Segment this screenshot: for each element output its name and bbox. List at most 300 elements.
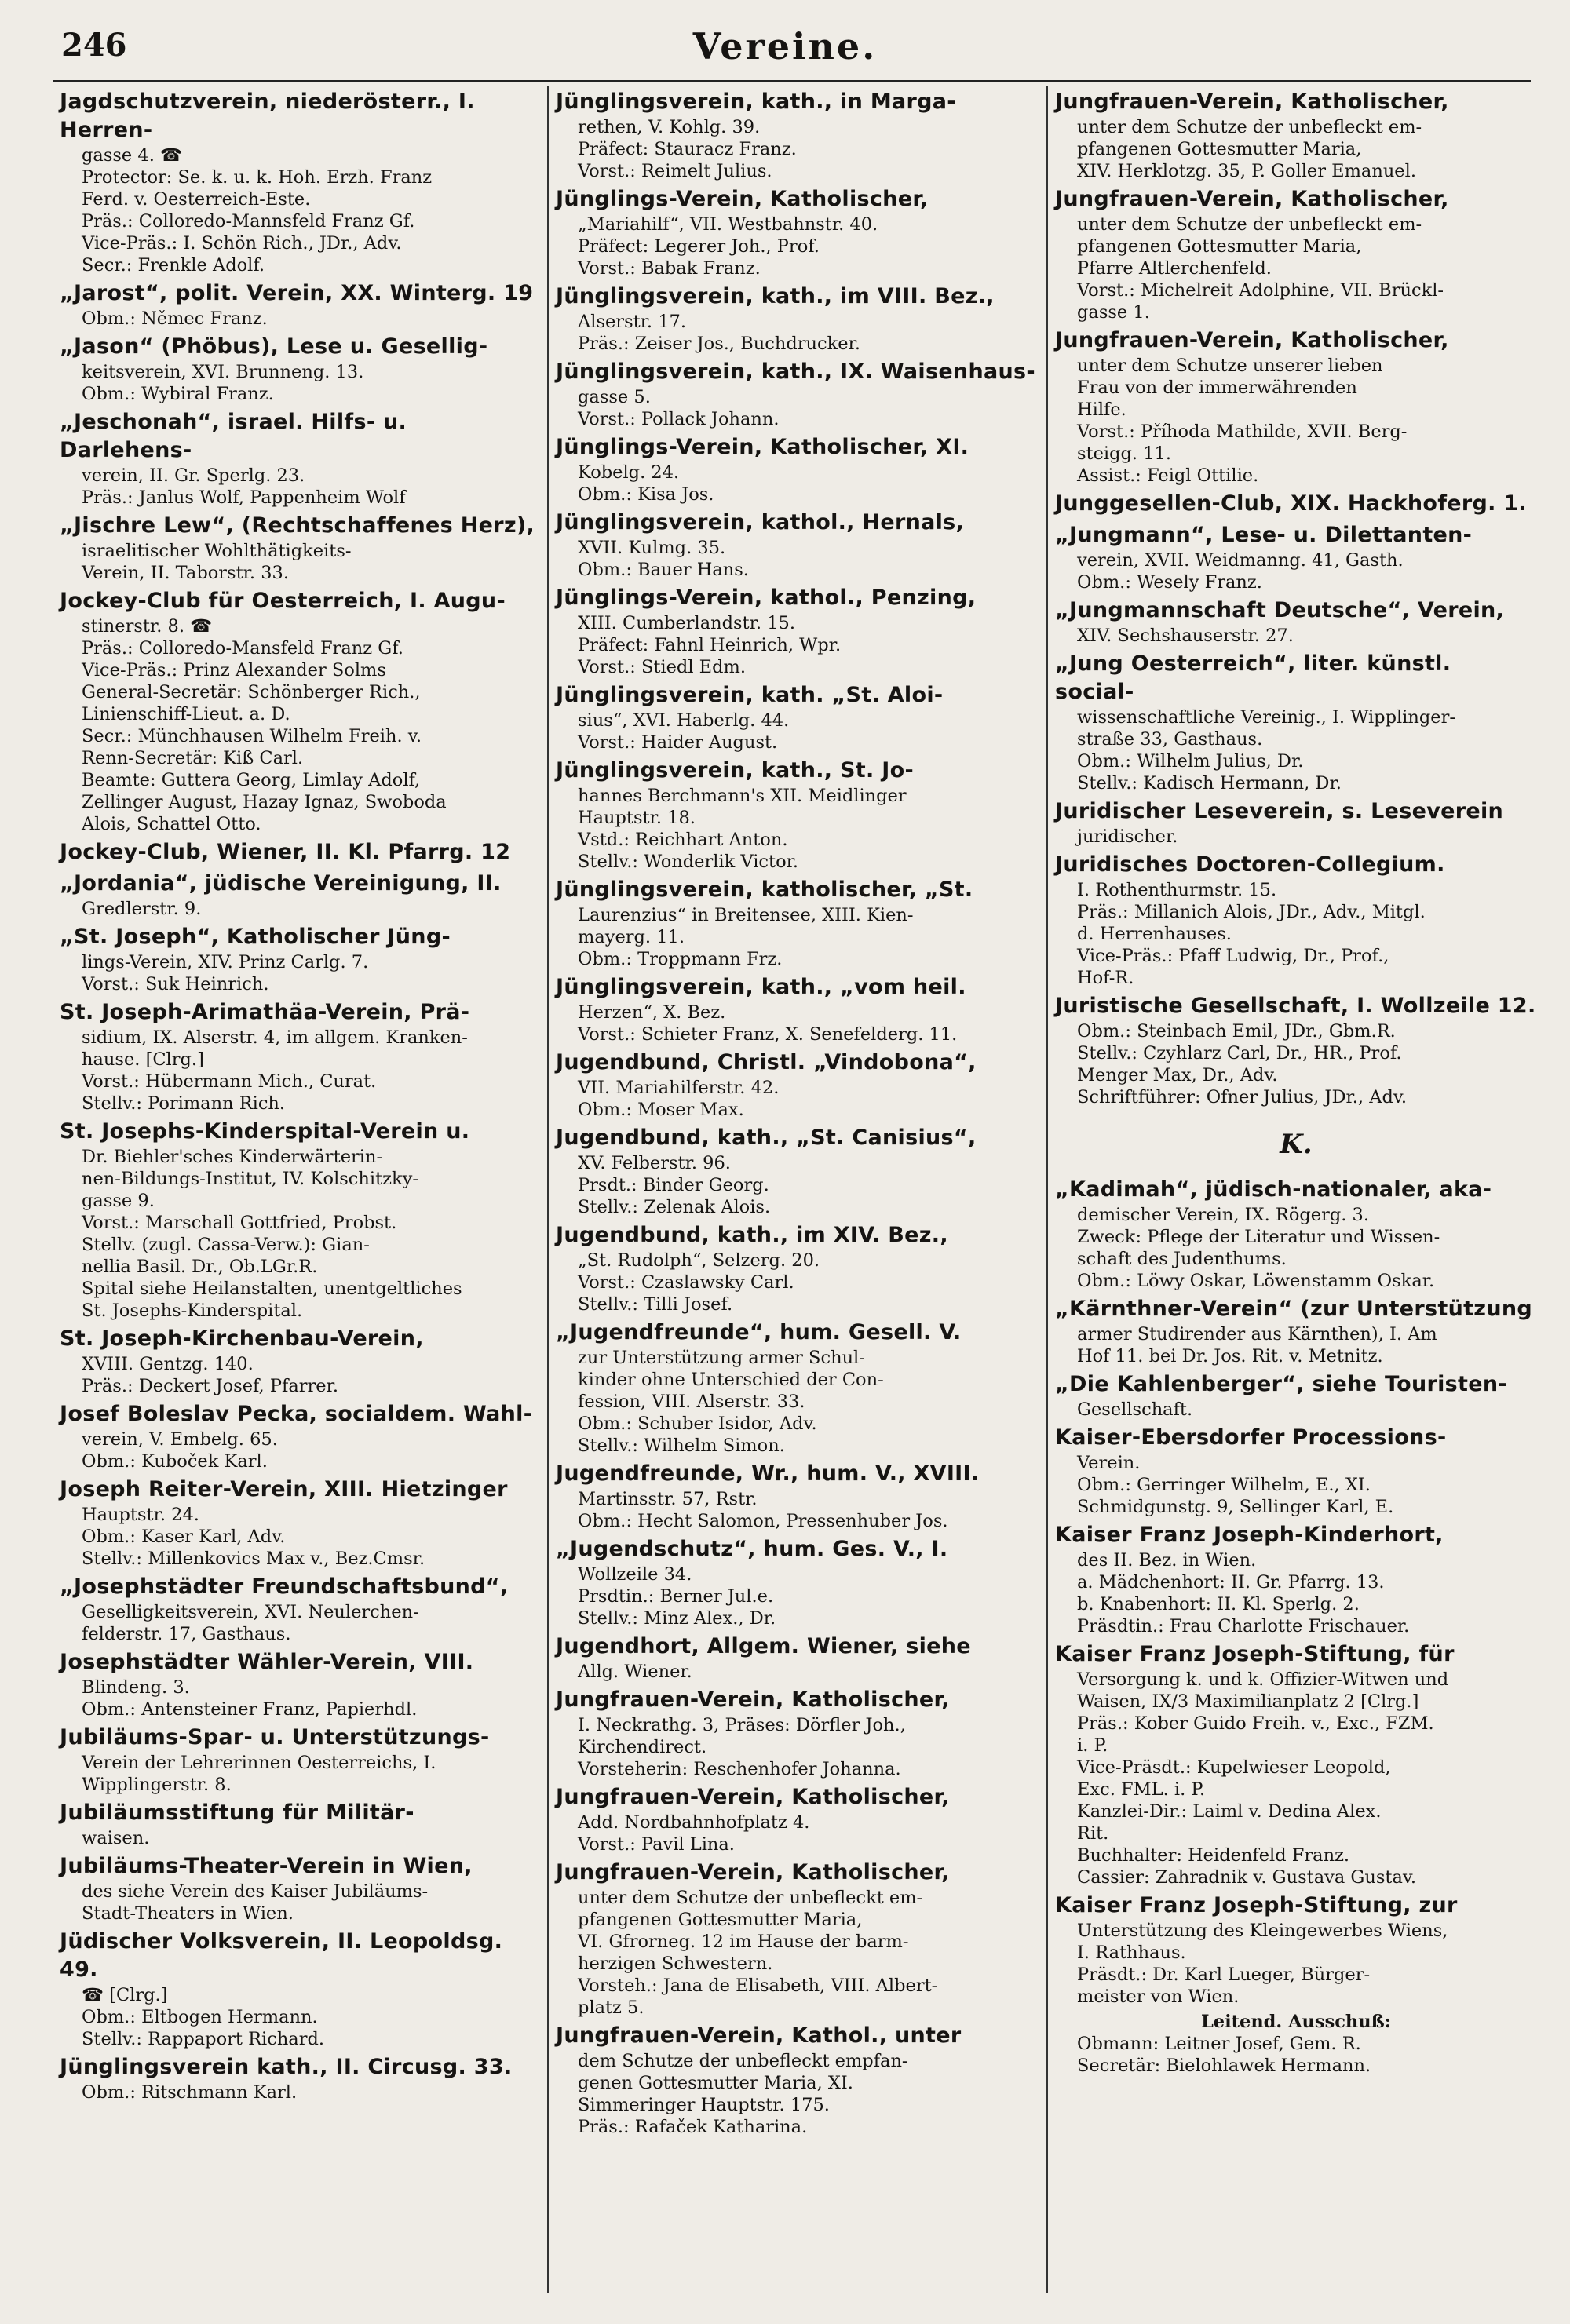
- entry-detail-line: kinder ohne Unterschied der Con-: [578, 1370, 884, 1390]
- directory-entry: [556, 973, 1038, 1045]
- entry-heading: „Jarost“, polit. Verein, XX. Winterg. 19: [60, 281, 534, 305]
- entry-detail-line: Obm.: Troppmann Frz.: [578, 949, 783, 969]
- column-divider: [1046, 86, 1048, 2293]
- entry-heading: Juridischer Leseverein, s. Leseverein: [1055, 799, 1504, 823]
- entry-heading: Jugendhort, Allgem. Wiener, siehe: [556, 1634, 971, 1658]
- directory-entry: [60, 408, 539, 509]
- column-divider: [547, 86, 549, 2293]
- entry-detail-line: Versorgung k. und k. Offizier-Witwen und: [1077, 1669, 1449, 1690]
- entry-detail-line: Obm.: Moser Max.: [578, 1100, 744, 1120]
- entry-detail-line: demischer Verein, IX. Rögerg. 3.: [1077, 1205, 1370, 1225]
- entry-detail-line: Vorst.: Marschall Gottfried, Probst.: [82, 1213, 397, 1233]
- directory-entry: [60, 998, 539, 1115]
- directory-entry: [60, 1724, 539, 1796]
- entry-heading: Joseph Reiter-Verein, XIII. Hietzinger: [60, 1477, 508, 1501]
- directory-entry: [60, 1325, 539, 1397]
- entry-heading: Jungfrauen-Verein, Katholischer,: [556, 1860, 950, 1884]
- directory-entry: [60, 923, 539, 995]
- entry-detail-line: Dr. Biehler'sches Kinderwärterin-: [82, 1147, 383, 1167]
- entry-detail-line: Vorst.: Schieter Franz, X. Senefelderg. 11.: [578, 1024, 958, 1045]
- entry-detail-line: Allg. Wiener.: [578, 1662, 692, 1682]
- entry-detail-line: meister von Wien.: [1077, 1987, 1240, 2007]
- entry-detail-line: Secr.: Münchhausen Wilhelm Freih. v.: [82, 726, 422, 746]
- entry-detail-line: Vorst.: Czaslawsky Carl.: [578, 1272, 794, 1293]
- directory-entry: [556, 1460, 1038, 1532]
- entry-detail-line: hause. [Clrg.]: [82, 1049, 204, 1070]
- entry-detail-line: verein, V. Embelg. 65.: [82, 1429, 278, 1450]
- entry-detail-line: fession, VIII. Alserstr. 33.: [578, 1392, 805, 1412]
- entry-detail-line: Hof-R.: [1077, 968, 1134, 988]
- entry-detail-line: Obm.: Gerringer Wilhelm, E., XI.: [1077, 1475, 1371, 1495]
- header-rule: [53, 80, 1531, 82]
- entry-heading: Jünglingsverein, kathol., Hernals,: [556, 510, 965, 534]
- directory-entry: [60, 870, 539, 920]
- entry-detail-line: Linienschiff-Lieut. a. D.: [82, 704, 290, 724]
- entry-detail-line: keitsverein, XVI. Brunneng. 13.: [82, 362, 364, 382]
- entry-detail-line: Verein der Lehrerinnen Oesterreichs, I.: [82, 1753, 436, 1773]
- directory-entry: [556, 2022, 1038, 2138]
- entry-detail-line: platz 5.: [578, 1997, 644, 2018]
- directory-entry: [1055, 1176, 1537, 1292]
- entry-detail-line: Stellv.: Kadisch Hermann, Dr.: [1077, 773, 1342, 794]
- directory-entry: [556, 433, 1038, 505]
- subheading: Leitend. Ausschuß:: [1200, 2012, 1392, 2032]
- directory-entry: [60, 279, 539, 330]
- entry-detail-line: verein, II. Gr. Sperlg. 23.: [82, 465, 305, 486]
- entry-heading: „Jungmann“, Lese- u. Dilettanten-: [1055, 523, 1473, 547]
- entry-detail-line: Präs.: Rafaček Katharina.: [578, 2117, 808, 2137]
- directory-entry: [556, 509, 1038, 581]
- entry-detail-line: zur Unterstützung armer Schul-: [578, 1348, 865, 1368]
- entry-detail-line: Präs.: Janlus Wolf, Pappenheim Wolf: [82, 487, 406, 508]
- directory-entry: [1055, 327, 1537, 487]
- entry-detail-line: Secretär: Bielohlawek Hermann.: [1077, 2056, 1371, 2076]
- directory-entry: [1055, 88, 1537, 182]
- entry-detail-line: nellia Basil. Dr., Ob.LGr.R.: [82, 1257, 318, 1277]
- entry-detail-line: Stadt-Theaters in Wien.: [82, 1903, 294, 1924]
- entry-detail-line: Präsdt.: Dr. Karl Lueger, Bürger-: [1077, 1965, 1371, 1985]
- entry-heading: „Jugendschutz“, hum. Ges. V., I.: [556, 1537, 948, 1561]
- entry-detail-line: unter dem Schutze der unbefleckt em-: [578, 1888, 923, 1908]
- entry-detail-line: Obm.: Schuber Isidor, Adv.: [578, 1414, 817, 1434]
- entry-detail-line: Obm.: Bauer Hans.: [578, 560, 749, 580]
- entry-detail-line: Vorst.: Stiedl Edm.: [578, 657, 746, 677]
- entry-detail-line: Hauptstr. 24.: [82, 1505, 199, 1525]
- entry-heading: „Jordania“, jüdische Vereinigung, II.: [60, 871, 502, 896]
- entry-heading: Jünglingsverein, kath. „St. Aloi-: [556, 683, 944, 707]
- section-heading: K.: [1280, 1129, 1313, 1160]
- entry-heading: Juristische Gesellschaft, I. Wollzeile 12.: [1055, 994, 1536, 1018]
- entry-detail-line: Vice-Präsdt.: Kupelwieser Leopold,: [1077, 1757, 1391, 1778]
- directory-entry: [60, 1400, 539, 1472]
- directory-entry: [1055, 1424, 1537, 1518]
- entry-heading: „Jung Oesterreich“, liter. künstl. social-: [1055, 651, 1451, 704]
- entry-detail-line: Hof 11. bei Dr. Jos. Rit. v. Metnitz.: [1077, 1346, 1383, 1366]
- entry-detail-line: Obm.: Antensteiner Franz, Papierhdl.: [82, 1699, 418, 1720]
- entry-detail-line: juridischer.: [1077, 826, 1178, 847]
- entry-detail-line: Präs.: Zeiser Jos., Buchdrucker.: [578, 334, 860, 354]
- entry-detail-line: genen Gottesmutter Maria, XI.: [578, 2073, 853, 2093]
- entry-detail-line: a. Mädchenhort: II. Gr. Pfarrg. 13.: [1077, 1572, 1385, 1593]
- entry-detail-line: felderstr. 17, Gasthaus.: [82, 1624, 291, 1644]
- entry-detail-line: XV. Felberstr. 96.: [578, 1153, 731, 1173]
- entry-detail-line: Renn-Secretär: Kiß Carl.: [82, 748, 304, 768]
- entry-detail-line: XIV. Sechshauserstr. 27.: [1077, 626, 1294, 646]
- entry-detail-line: Exc. FML. i. P.: [1077, 1779, 1206, 1800]
- directory-entry: [556, 88, 1038, 182]
- directory-entry: [556, 1319, 1038, 1457]
- entry-heading: Jugendbund, kath., „St. Canisius“,: [556, 1126, 977, 1150]
- entry-detail-line: Vstd.: Reichhart Anton.: [578, 830, 788, 850]
- entry-detail-line: Vice-Präs.: Pfaff Ludwig, Dr., Prof.,: [1077, 946, 1389, 966]
- entry-detail-line: Präs.: Millanich Alois, JDr., Adv., Mitgl.: [1077, 902, 1426, 922]
- entry-detail-line: schaft des Judenthums.: [1077, 1249, 1287, 1269]
- entry-heading: „Jugendfreunde“, hum. Gesell. V.: [556, 1320, 962, 1344]
- entry-heading: Jugendfreunde, Wr., hum. V., XVIII.: [556, 1461, 980, 1486]
- entry-detail-line: Obm.: Kuboček Karl.: [82, 1451, 268, 1472]
- entry-heading: Josephstädter Wähler-Verein, VIII.: [60, 1650, 474, 1674]
- entry-detail-line: I. Rothenthurmstr. 15.: [1077, 880, 1277, 900]
- entry-detail-line: Vorst.: Reimelt Julius.: [578, 161, 772, 181]
- entry-detail-line: lings-Verein, XIV. Prinz Carlg. 7.: [82, 952, 369, 972]
- entry-detail-line: Herzen“, X. Bez.: [578, 1002, 726, 1023]
- entry-heading: Jungfrauen-Verein, Katholischer,: [1055, 328, 1449, 352]
- entry-detail-line: VII. Mariahilferstr. 42.: [578, 1078, 780, 1098]
- directory-entry: [60, 88, 539, 276]
- entry-detail-line: Vorst.: Haider August.: [578, 732, 778, 753]
- entry-detail-line: Geselligkeitsverein, XVI. Neulerchen-: [82, 1602, 419, 1622]
- entry-detail-line: Rit.: [1077, 1823, 1109, 1844]
- entry-detail-line: pfangenen Gottesmutter Maria,: [578, 1910, 863, 1930]
- directory-entry: [556, 876, 1038, 970]
- entry-heading: Jungfrauen-Verein, Katholischer,: [556, 1687, 950, 1712]
- entry-detail-line: Stellv.: Millenkovics Max v., Bez.Cmsr.: [82, 1549, 425, 1569]
- entry-detail-line: Beamte: Guttera Georg, Limlay Adolf,: [82, 770, 421, 790]
- entry-detail-line: Protector: Se. k. u. k. Hoh. Erzh. Franz: [82, 167, 433, 188]
- entry-detail-line: Unterstützung des Kleingewerbes Wiens,: [1077, 1921, 1448, 1941]
- directory-entry: [556, 1686, 1038, 1780]
- directory-entry: [556, 358, 1038, 430]
- entry-detail-line: Obm.: Němec Franz.: [82, 308, 268, 329]
- entry-detail-line: Ferd. v. Oesterreich-Este.: [82, 189, 311, 210]
- entry-heading: Josef Boleslav Pecka, socialdem. Wahl-: [60, 1402, 533, 1426]
- directory-entry: [1055, 1370, 1537, 1421]
- entry-detail-line: Alserstr. 17.: [578, 312, 687, 332]
- directory-entry: [556, 1783, 1038, 1855]
- directory-entry: [60, 838, 539, 866]
- entry-detail-line: Gesellschaft.: [1077, 1399, 1193, 1420]
- entry-heading: „Kärnthner-Verein“ (zur Unterstützung: [1055, 1297, 1532, 1321]
- entry-heading: Jugendbund, kath., im XIV. Bez.,: [556, 1223, 948, 1247]
- entry-detail-line: Präsdtin.: Frau Charlotte Frischauer.: [1077, 1616, 1410, 1636]
- entry-detail-line: b. Knabenhort: II. Kl. Sperlg. 2.: [1077, 1594, 1360, 1614]
- entry-detail-line: Menger Max, Dr., Adv.: [1077, 1065, 1278, 1085]
- entry-detail-line: Buchhalter: Heidenfeld Franz.: [1077, 1845, 1350, 1866]
- entry-heading: Kaiser-Ebersdorfer Processions-: [1055, 1425, 1447, 1450]
- directory-entry: [556, 1049, 1038, 1121]
- entry-heading: Juridisches Doctoren-Collegium.: [1055, 852, 1445, 877]
- entry-detail-line: gasse 9.: [82, 1191, 155, 1211]
- directory-entry: [1055, 650, 1537, 794]
- entry-detail-line: General-Secretär: Schönberger Rich.,: [82, 682, 421, 702]
- entry-detail-line: Verein.: [1077, 1453, 1141, 1473]
- entry-detail-line: I. Neckrathg. 3, Präses: Dörfler Joh.,: [578, 1715, 906, 1735]
- entry-detail-line: mayerg. 11.: [578, 927, 685, 947]
- entry-heading: Jünglingsverein, kath., „vom heil.: [556, 975, 966, 999]
- entry-detail-line: sius“, XVI. Haberlg. 44.: [578, 710, 790, 731]
- entry-heading: Jungfrauen-Verein, Katholischer,: [556, 1785, 950, 1809]
- directory-entry: [1055, 992, 1537, 1108]
- entry-detail-line: „Mariahilf“, VII. Westbahnstr. 40.: [578, 214, 878, 235]
- entry-heading: Jockey-Club, Wiener, II. Kl. Pfarrg. 12: [60, 840, 511, 864]
- entry-detail-line: St. Josephs-Kinderspital.: [82, 1301, 303, 1321]
- entry-detail-line: Obmann: Leitner Josef, Gem. R.: [1077, 2034, 1361, 2054]
- entry-heading: Junggesellen-Club, XIX. Hackhoferg. 1.: [1055, 491, 1528, 516]
- entry-detail-line: Vorst.: Hübermann Mich., Curat.: [82, 1071, 377, 1092]
- entry-heading: Jubiläums-Spar- u. Unterstützungs-: [60, 1725, 490, 1749]
- entry-detail-line: Vice-Präs.: I. Schön Rich., JDr., Adv.: [82, 233, 402, 254]
- entry-detail-line: unter dem Schutze der unbefleckt em-: [1077, 214, 1422, 235]
- entry-detail-line: Obm.: Steinbach Emil, JDr., Gbm.R.: [1077, 1021, 1396, 1042]
- directory-entry: [556, 1124, 1038, 1218]
- entry-detail-line: Add. Nordbahnhofplatz 4.: [578, 1812, 810, 1833]
- entry-heading: Kaiser Franz Joseph-Stiftung, zur: [1055, 1893, 1458, 1917]
- entry-detail-line: nen-Bildungs-Institut, IV. Kolschitzky-: [82, 1169, 418, 1189]
- directory-entry: [556, 283, 1038, 355]
- entry-heading: Jünglings-Verein, Katholischer,: [556, 187, 929, 211]
- entry-detail-line: gasse 1.: [1077, 302, 1150, 323]
- entry-heading: Jüdischer Volksverein, II. Leopoldsg. 49.: [60, 1929, 503, 1982]
- entry-detail-line: Stellv.: Zelenak Alois.: [578, 1197, 771, 1217]
- entry-detail-line: Präs.: Deckert Josef, Pfarrer.: [82, 1376, 338, 1396]
- directory-entry: [60, 2053, 539, 2103]
- entry-detail-line: waisen.: [82, 1828, 150, 1848]
- column-right: [1049, 88, 1543, 2300]
- entry-detail-line: Schmidgunstg. 9, Sellinger Karl, E.: [1077, 1497, 1394, 1517]
- entry-detail-line: I. Rathhaus.: [1077, 1943, 1186, 1963]
- entry-detail-line: Kobelg. 24.: [578, 462, 680, 483]
- entry-detail-line: Stellv.: Minz Alex., Dr.: [578, 1608, 776, 1629]
- directory-entry: [1055, 1295, 1537, 1367]
- directory-entry: [1055, 2033, 1537, 2077]
- entry-detail-line: Gredlerstr. 9.: [82, 899, 202, 919]
- entry-heading: St. Joseph-Arimathäa-Verein, Prä-: [60, 1000, 470, 1024]
- directory-entry: [556, 681, 1038, 753]
- entry-detail-line: Vorst.: Příhoda Mathilde, XVII. Berg-: [1077, 421, 1408, 442]
- entry-heading: Jünglingsverein, kath., im VIII. Bez.,: [556, 284, 995, 308]
- entry-detail-line: Präfect: Stauracz Franz.: [578, 139, 797, 159]
- entry-detail-line: Obm.: Hecht Salomon, Pressenhuber Jos.: [578, 1511, 948, 1531]
- entry-detail-line: sidium, IX. Alserstr. 4, im allgem. Kranken-: [82, 1027, 468, 1048]
- entry-heading: Jungfrauen-Verein, Katholischer,: [1055, 89, 1449, 114]
- entry-detail-line: stinerstr. 8. ☎: [82, 616, 213, 637]
- entry-detail-line: XIII. Cumberlandstr. 15.: [578, 613, 795, 633]
- entry-heading: Jungfrauen-Verein, Katholischer,: [1055, 187, 1449, 211]
- entry-detail-line: Laurenzius“ in Breitensee, XIII. Kien-: [578, 905, 914, 925]
- entry-detail-line: Obm.: Ritschmann Karl.: [82, 2082, 298, 2103]
- entry-heading: Jünglings-Verein, Katholischer, XI.: [556, 435, 969, 459]
- entry-heading: Jagdschutzverein, niederösterr., I. Herren-: [60, 89, 475, 142]
- entry-detail-line: des siehe Verein des Kaiser Jubiläums-: [82, 1881, 429, 1902]
- entry-detail-line: Vorst.: Michelreit Adolphine, VII. Brückl-: [1077, 280, 1444, 301]
- page-header-title: Vereine.: [692, 25, 878, 67]
- entry-heading: Jünglingsverein kath., II. Circusg. 33.: [60, 2055, 513, 2079]
- entry-detail-line: i. P.: [1077, 1735, 1108, 1756]
- directory-entry: [60, 1928, 539, 2050]
- entry-heading: „Josephstädter Freundschaftsbund“,: [60, 1574, 509, 1599]
- entry-detail-line: Prsdt.: Binder Georg.: [578, 1175, 769, 1195]
- entry-detail-line: Hauptstr. 18.: [578, 808, 696, 828]
- entry-detail-line: Stellv.: Wilhelm Simon.: [578, 1436, 785, 1456]
- entry-detail-line: Wipplingerstr. 8.: [82, 1775, 232, 1795]
- entry-detail-line: unter dem Schutze der unbefleckt em-: [1077, 117, 1422, 137]
- entry-detail-line: Obm.: Wilhelm Julius, Dr.: [1077, 751, 1304, 772]
- entry-detail-line: Martinsstr. 57, Rstr.: [578, 1489, 758, 1509]
- entry-heading: „Jason“ (Phöbus), Lese u. Gesellig-: [60, 334, 488, 359]
- directory-entry: [1055, 490, 1537, 518]
- directory-entry: [556, 584, 1038, 678]
- entry-detail-line: Obm.: Wesely Franz.: [1077, 572, 1262, 593]
- entry-detail-line: pfangenen Gottesmutter Maria,: [1077, 139, 1362, 159]
- entry-detail-line: Wollzeile 34.: [578, 1564, 692, 1585]
- directory-entry: [1055, 521, 1537, 593]
- directory-entry: [60, 512, 539, 584]
- entry-detail-line: Kirchendirect.: [578, 1737, 707, 1757]
- entry-detail-line: ☎ [Clrg.]: [82, 1985, 168, 2005]
- entry-heading: Jünglingsverein, katholischer, „St.: [556, 877, 973, 902]
- entry-detail-line: Vorsteherin: Reschenhofer Johanna.: [578, 1759, 901, 1779]
- entry-detail-line: unter dem Schutze unserer lieben: [1077, 356, 1383, 376]
- directory-entry: [556, 185, 1038, 279]
- directory-entry: [60, 1118, 539, 1322]
- entry-heading: St. Joseph-Kirchenbau-Verein,: [60, 1326, 424, 1351]
- entry-detail-line: Präs.: Kober Guido Freih. v., Exc., FZM.: [1077, 1713, 1434, 1734]
- entry-detail-line: XVIII. Gentzg. 140.: [82, 1354, 254, 1374]
- directory-entry: [1055, 851, 1537, 989]
- directory-entry: [60, 1476, 539, 1570]
- page-number: 246: [61, 27, 127, 64]
- entry-heading: „St. Joseph“, Katholischer Jüng-: [60, 925, 451, 949]
- column-left: [53, 88, 545, 2300]
- directory-entry: [60, 587, 539, 835]
- entry-detail-line: armer Studirender aus Kärnthen), I. Am: [1077, 1324, 1437, 1344]
- entry-heading: „Jischre Lew“, (Rechtschaffenes Herz),: [60, 513, 535, 538]
- entry-detail-line: Vorsteh.: Jana de Elisabeth, VIII. Albert-: [578, 1976, 938, 1996]
- directory-entry: [60, 1799, 539, 1849]
- entry-detail-line: straße 33, Gasthaus.: [1077, 729, 1263, 750]
- entry-heading: Jockey-Club für Oesterreich, I. Augu-: [60, 589, 506, 613]
- entry-detail-line: Vice-Präs.: Prinz Alexander Solms: [82, 660, 386, 680]
- entry-detail-line: herzigen Schwestern.: [578, 1954, 773, 1974]
- directory-entry: [1055, 1892, 1537, 2008]
- entry-detail-line: Blindeng. 3.: [82, 1677, 190, 1698]
- entry-detail-line: Obm.: Wybiral Franz.: [82, 384, 274, 404]
- entry-detail-line: Spital siehe Heilanstalten, unentgeltliches: [82, 1279, 462, 1299]
- entry-heading: „Jungmannschaft Deutsche“, Verein,: [1055, 598, 1505, 622]
- directory-entry: [556, 1535, 1038, 1629]
- entry-heading: „Jeschonah“, israel. Hilfs- u. Darlehens-: [60, 410, 407, 462]
- directory-entry: [60, 1852, 539, 1925]
- entry-detail-line: Simmeringer Hauptstr. 175.: [578, 2095, 830, 2115]
- entry-detail-line: verein, XVII. Weidmanng. 41, Gasth.: [1077, 550, 1404, 571]
- entry-detail-line: Vorst.: Pavil Lina.: [578, 1834, 735, 1855]
- entry-detail-line: Obm.: Kaser Karl, Adv.: [82, 1527, 286, 1547]
- entry-detail-line: d. Herrenhauses.: [1077, 924, 1232, 944]
- entry-detail-line: Stellv. (zugl. Cassa-Verw.): Gian-: [82, 1235, 370, 1255]
- entry-detail-line: Präs.: Colloredo-Mannsfeld Franz Gf.: [82, 211, 415, 232]
- entry-detail-line: pfangenen Gottesmutter Maria,: [1077, 236, 1362, 257]
- entry-detail-line: gasse 4. ☎: [82, 145, 183, 166]
- entry-heading: Kaiser Franz Joseph-Stiftung, für: [1055, 1642, 1455, 1666]
- directory-entry: [60, 1648, 539, 1720]
- entry-detail-line: Schriftführer: Ofner Julius, JDr., Adv.: [1077, 1087, 1408, 1107]
- entry-detail-line: Pfarre Altlerchenfeld.: [1077, 258, 1272, 279]
- entry-heading: Jünglingsverein, kath., IX. Waisenhaus-: [556, 359, 1035, 384]
- entry-detail-line: Cassier: Zahradnik v. Gustava Gustav.: [1077, 1867, 1417, 1888]
- entry-heading: Jünglingsverein, kath., in Marga-: [556, 89, 956, 114]
- entry-heading: Jungfrauen-Verein, Kathol., unter: [556, 2023, 962, 2048]
- entry-detail-line: dem Schutze der unbefleckt empfan-: [578, 2051, 908, 2071]
- entry-detail-line: Stellv.: Wonderlik Victor.: [578, 852, 799, 872]
- entry-detail-line: Präfect: Fahnl Heinrich, Wpr.: [578, 635, 842, 655]
- entry-detail-line: Präfect: Legerer Joh., Prof.: [578, 236, 820, 257]
- entry-detail-line: VI. Gfrorneg. 12 im Hause der barm-: [578, 1932, 909, 1952]
- entry-heading: St. Josephs-Kinderspital-Verein u.: [60, 1119, 470, 1144]
- directory-entry: [1055, 1521, 1537, 1637]
- directory-entry: [1055, 797, 1537, 848]
- entry-heading: Kaiser Franz Joseph-Kinderhort,: [1055, 1523, 1444, 1547]
- entry-detail-line: Frau von der immerwährenden: [1077, 378, 1357, 398]
- column-middle: [550, 88, 1044, 2300]
- entry-detail-line: Zellinger August, Hazay Ignaz, Swoboda: [82, 792, 447, 812]
- entry-detail-line: Alois, Schattel Otto.: [82, 814, 261, 834]
- directory-entry: [60, 1573, 539, 1645]
- entry-detail-line: Hilfe.: [1077, 399, 1126, 420]
- entry-detail-line: israelitischer Wohlthätigkeits-: [82, 541, 352, 561]
- entry-detail-line: Vorst.: Babak Franz.: [578, 258, 761, 279]
- entry-detail-line: wissenschaftliche Vereinig., I. Wipplinger-: [1077, 707, 1455, 728]
- entry-detail-line: Obm.: Eltbogen Hermann.: [82, 2007, 318, 2027]
- entry-detail-line: Obm.: Löwy Oskar, Löwenstamm Oskar.: [1077, 1271, 1435, 1291]
- entry-detail-line: Secr.: Frenkle Adolf.: [82, 255, 265, 275]
- entry-detail-line: „St. Rudolph“, Selzerg. 20.: [578, 1250, 820, 1271]
- entry-detail-line: XVII. Kulmg. 35.: [578, 538, 726, 558]
- entry-detail-line: Assist.: Feigl Ottilie.: [1077, 465, 1259, 486]
- directory-entry: [1055, 1640, 1537, 1888]
- entry-heading: Jubiläums-Theater-Verein in Wien,: [60, 1854, 473, 1878]
- entry-detail-line: steigg. 11.: [1077, 443, 1171, 464]
- entry-detail-line: Vorst.: Suk Heinrich.: [82, 974, 269, 994]
- directory-entry: [60, 333, 539, 405]
- entry-detail-line: XIV. Herklotzg. 35, P. Goller Emanuel.: [1077, 161, 1416, 181]
- entry-detail-line: rethen, V. Kohlg. 39.: [578, 117, 761, 137]
- entry-heading: Jubiläumsstiftung für Militär-: [60, 1800, 414, 1825]
- entry-detail-line: Stellv.: Porimann Rich.: [82, 1093, 286, 1114]
- entry-detail-line: Zweck: Pflege der Literatur und Wissen-: [1077, 1227, 1440, 1247]
- entry-heading: Jünglingsverein, kath., St. Jo-: [556, 758, 914, 783]
- entry-detail-line: Waisen, IX/3 Maximilianplatz 2 [Clrg.]: [1077, 1691, 1419, 1712]
- directory-entry: [556, 1859, 1038, 2019]
- entry-heading: „Die Kahlenberger“, siehe Touristen-: [1055, 1372, 1507, 1396]
- entry-detail-line: Präs.: Colloredo-Mansfeld Franz Gf.: [82, 638, 403, 659]
- entry-detail-line: gasse 5.: [578, 387, 651, 407]
- entry-heading: Jugendbund, Christl. „Vindobona“,: [556, 1050, 977, 1074]
- directory-entry: [556, 757, 1038, 873]
- directory-entry: [556, 1221, 1038, 1315]
- entry-detail-line: Vorst.: Pollack Johann.: [578, 409, 780, 429]
- entry-heading: „Kadimah“, jüdisch-nationaler, aka-: [1055, 1177, 1492, 1202]
- entry-detail-line: Stellv.: Rappaport Richard.: [82, 2029, 325, 2049]
